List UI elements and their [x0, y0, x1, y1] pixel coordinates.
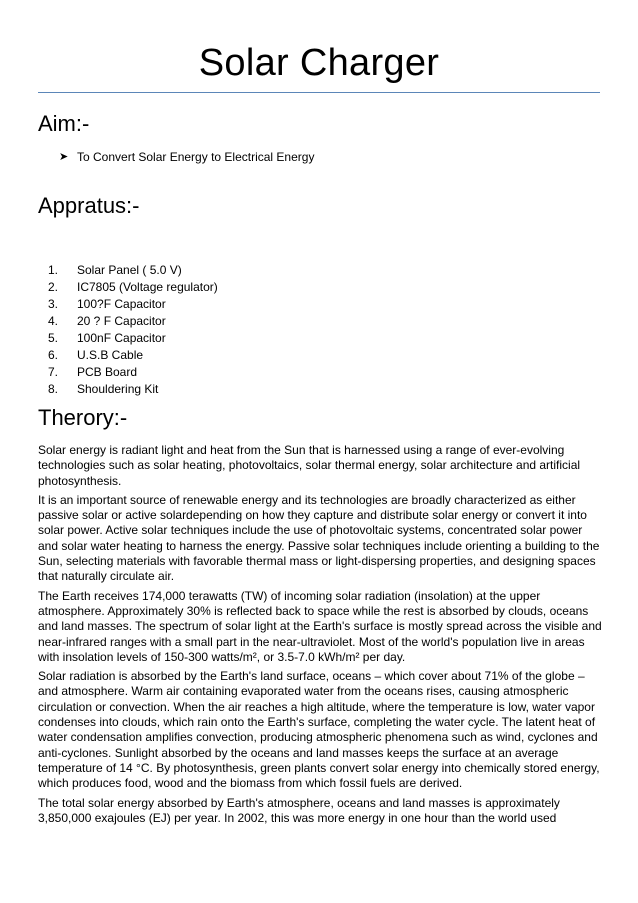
- list-item-number: 2.: [48, 280, 59, 294]
- page-title: Solar Charger: [198, 42, 440, 84]
- list-item-text: PCB Board: [77, 365, 138, 379]
- apparatus-list: [48, 262, 218, 398]
- list-item: [48, 279, 218, 296]
- list-item-number: 7.: [48, 365, 59, 379]
- list-item: [48, 330, 218, 347]
- theory-paragraph: Solar radiation is absorbed by the Earth's land surface, oceans – which cover about 71% of the globe – and atmosphere. Warm air containing evaporated water from the oceans rises, causing atmospheric circulation or convection. When the air reaches a high altitude, where the temperature is low, water vapor condenses into clouds, which rain onto the Earth's surface, completing the water cycle. The latent heat of water condensation amplifies convection, producing atmospheric phenomena such as wind, cyclones and anti-cyclones. Sunlight absorbed by the oceans and land masses keeps the surface at an average temperature of 14 °C. By photosynthesis, green plants convert solar energy into chemically stored energy, which produces food, wood and the biomass from which fossil fuels are derived.: [38, 669, 600, 791]
- list-item: [48, 347, 218, 364]
- theory-paragraph: The total solar energy absorbed by Earth's atmosphere, oceans and land masses is approximately 3,850,000 exajoules (EJ) per year. In 2002, this was more energy in one hour than the world used: [38, 795, 560, 825]
- list-item: [48, 296, 218, 313]
- list-item: [48, 262, 218, 279]
- theory-paragraph: It is an important source of renewable energy and its technologies are broadly characterized as either passive solar or active solardepending on how they capture and distribute solar energy or convert it into solar power. Active solar techniques include the use of photovoltaic systems, concentrated solar power and solar water heating to harness the energy. Passive solar techniques include orienting a building to the Sun, selecting materials with favorable thermal mass or light-dispersing properties, and designing spaces that naturally circulate air.: [38, 492, 600, 584]
- list-item-text: 100nF Capacitor: [77, 331, 166, 345]
- list-item-text: 100?F Capacitor: [77, 297, 166, 311]
- list-item-number: 5.: [48, 331, 59, 345]
- theory-paragraph: The Earth receives 174,000 terawatts (TW) of incoming solar radiation (insolation) at the upper atmosphere. Approximately 30% is reflected back to space while the rest is absorbed by clouds, oceans and land masses. The spectrum of solar light at the Earth's surface is mostly spread across the visible and near-infrared ranges with a small part in the near-ultraviolet. Most of the world's population live in areas with insolation levels of 150-300 watts/m², or 3.5-7.0 kWh/m² per day.: [38, 588, 602, 664]
- list-item-number: 6.: [48, 348, 59, 362]
- list-item-number: 3.: [48, 297, 59, 311]
- arrow-bullet-icon: ➤: [59, 151, 69, 163]
- apparatus-heading: Appratus:-: [38, 193, 140, 218]
- theory-paragraph: Solar energy is radiant light and heat from the Sun that is harnessed using a range of ever-evolving technologies such as solar heating, photovoltaics, solar thermal energy, solar architecture and artificial photosynthesis.: [38, 443, 581, 488]
- list-item-text: Shouldering Kit: [77, 382, 159, 396]
- list-item-text: U.S.B Cable: [77, 348, 144, 362]
- list-item: [48, 313, 218, 330]
- list-item-text: Solar Panel ( 5.0 V): [77, 263, 182, 277]
- list-item: [48, 364, 218, 381]
- aim-bullet: [59, 149, 314, 165]
- aim-bullet-text: To Convert Solar Energy to Electrical Energy: [77, 150, 315, 164]
- list-item-number: 1.: [48, 263, 59, 277]
- theory-body: [38, 443, 604, 830]
- theory-heading: Therory:-: [38, 405, 128, 430]
- list-item-number: 8.: [48, 382, 59, 396]
- list-item: [48, 381, 218, 398]
- list-item-text: IC7805 (Voltage regulator): [77, 280, 218, 294]
- aim-heading: Aim:-: [38, 111, 90, 136]
- list-item-text: 20 ? F Capacitor: [77, 314, 166, 328]
- list-item-number: 4.: [48, 314, 59, 328]
- title-underline: [38, 92, 600, 93]
